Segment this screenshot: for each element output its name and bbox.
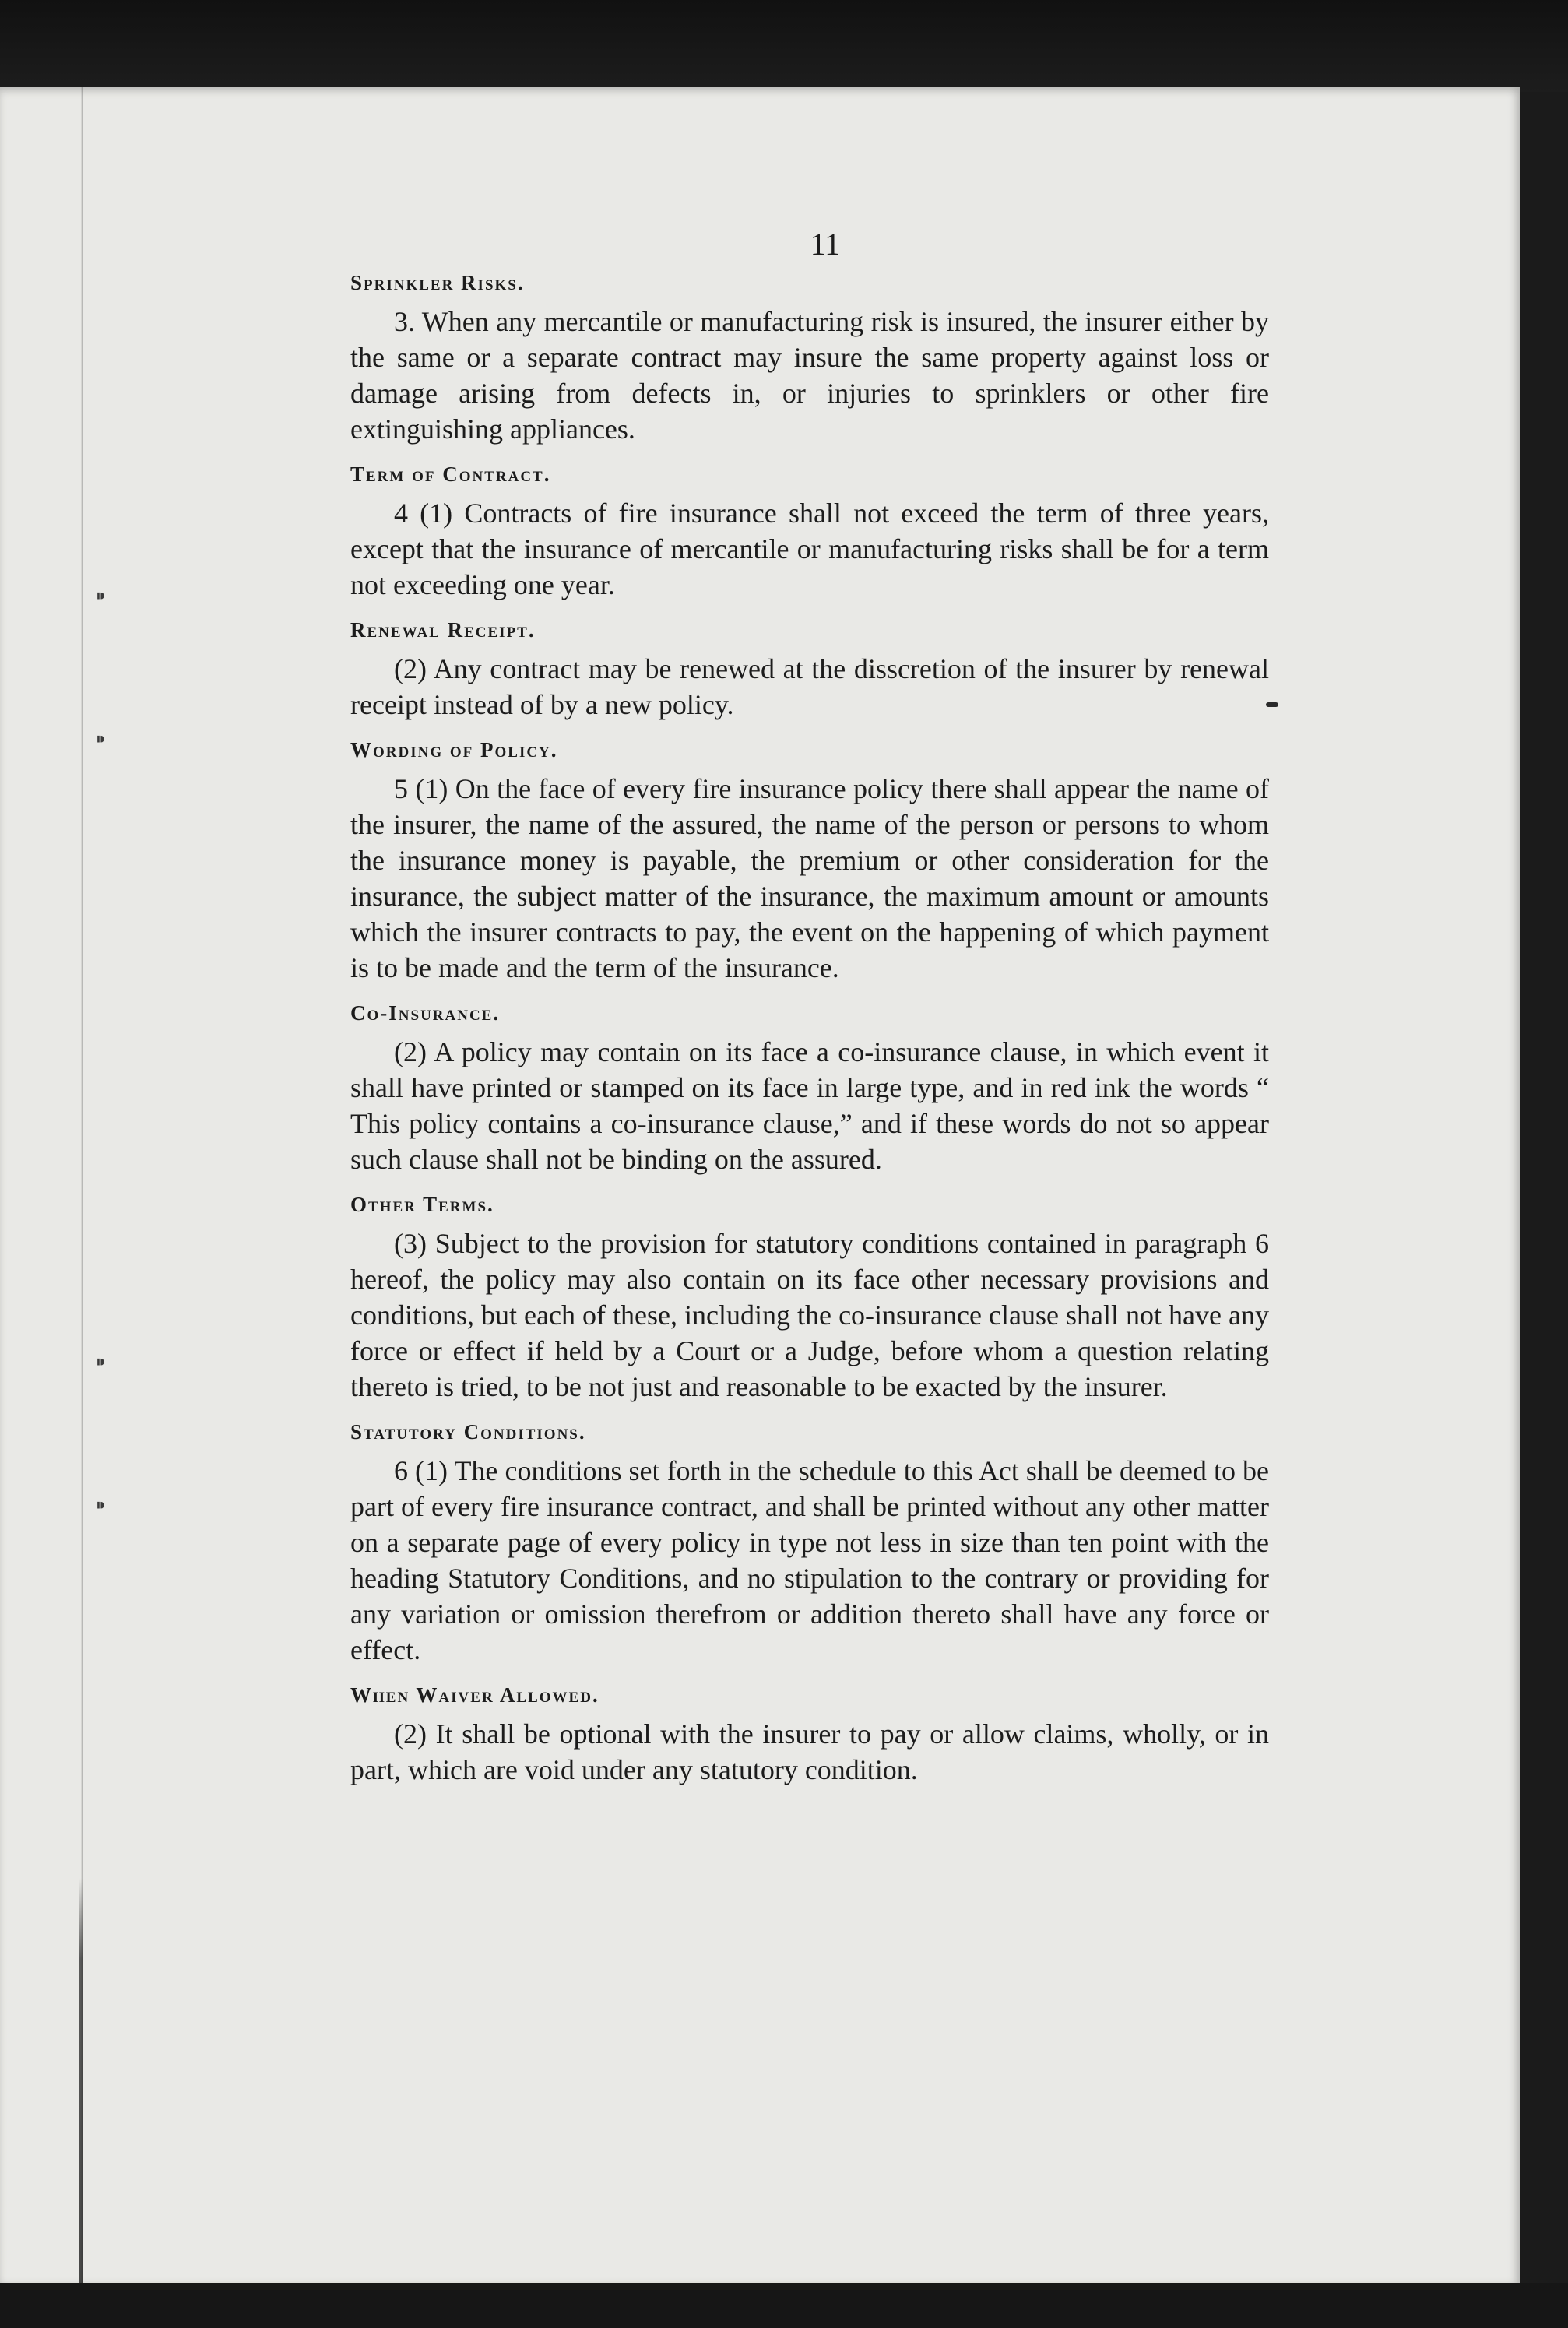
section-paragraph: (2) Any contract may be renewed at the disscretion of the insurer by renewal receipt instead of by a new policy. (350, 653, 1269, 720)
margin-arrow-icon: ⁍ (95, 1493, 107, 1519)
section-heading: Co-Insurance. (350, 1001, 501, 1025)
section-paragraph: (2) It shall be optional with the insurer to pay or allow claims, wholly, or in part, which are void under any statutory condition. (350, 1718, 1269, 1785)
scan-bottom-border (0, 2283, 1568, 2328)
section-paragraph: (3) Subject to the provision for statutory conditions contained in paragraph 6 hereof, the policy may also contain on its face other necessary provisions and conditions, but each of these, including the co-insurance clause shall not have any force or effect if held by a Court or a Judge, before whom a question relating thereto is tried, to be not just and reasonable to be exacted by the insurer. (350, 1228, 1269, 1402)
section-heading: Renewal Receipt. (350, 618, 536, 642)
scan-top-border (0, 0, 1568, 92)
section-heading: Term of Contract. (350, 462, 551, 486)
section-heading: Sprinkler Risks. (350, 271, 525, 294)
margin-arrow-icon: ⁍ (95, 584, 107, 610)
margin-arrow-icon: ⁍ (95, 1350, 107, 1376)
section-heading: Other Terms. (350, 1193, 494, 1216)
section-heading: Wording of Policy. (350, 738, 558, 761)
page-content (350, 224, 1269, 1788)
section-paragraph: 6 (1) The conditions set forth in the schedule to this Act shall be deemed to be part of every fire insurance contract, and shall be printed without any other matter on a separate page of every policy in type not less in size than ten point with the heading Statutory Conditions, and no stipulation to the contrary or providing for any variation or omission therefrom or addition thereto shall have any force or effect. (350, 1455, 1269, 1665)
section-paragraph: 3. When any mercantile or manufacturing risk is insured, the insurer either by the same or a separate contract may insure the same property against loss or damage arising from defects in, or injuries to sprinklers or other fire extinguishing appliances. (350, 306, 1269, 445)
section-heading: Statutory Conditions. (350, 1420, 586, 1444)
section-paragraph: (2) A policy may contain on its face a co-insurance clause, in which event it shall have printed or stamped on its face in large type, and in red ink the words “ This policy contains a co-insurance clause,” and if these words do not so appear such clause shall not be binding on the assured. (350, 1036, 1269, 1175)
page-number: 11 (810, 227, 841, 262)
section-heading: When Waiver Allowed. (350, 1683, 599, 1707)
margin-arrow-icon: ⁍ (95, 727, 107, 753)
section-paragraph: 5 (1) On the face of every fire insurance policy there shall appear the name of the insurer, the name of the assured, the name of the person or persons to whom the insurance money is payable, the premium or other consideration for the insurance, the subject matter of the insurance, the maximum amount or amounts which the insurer contracts to pay, the event on the happening of which payment is to be made and the term of the insurance. (350, 773, 1269, 983)
section-paragraph: 4 (1) Contracts of fire insurance shall not exceed the term of three years, except that the insurance of mercantile or manufacturing risks shall be for a term not exceeding one year. (350, 498, 1269, 600)
binding-line (79, 1878, 83, 2283)
